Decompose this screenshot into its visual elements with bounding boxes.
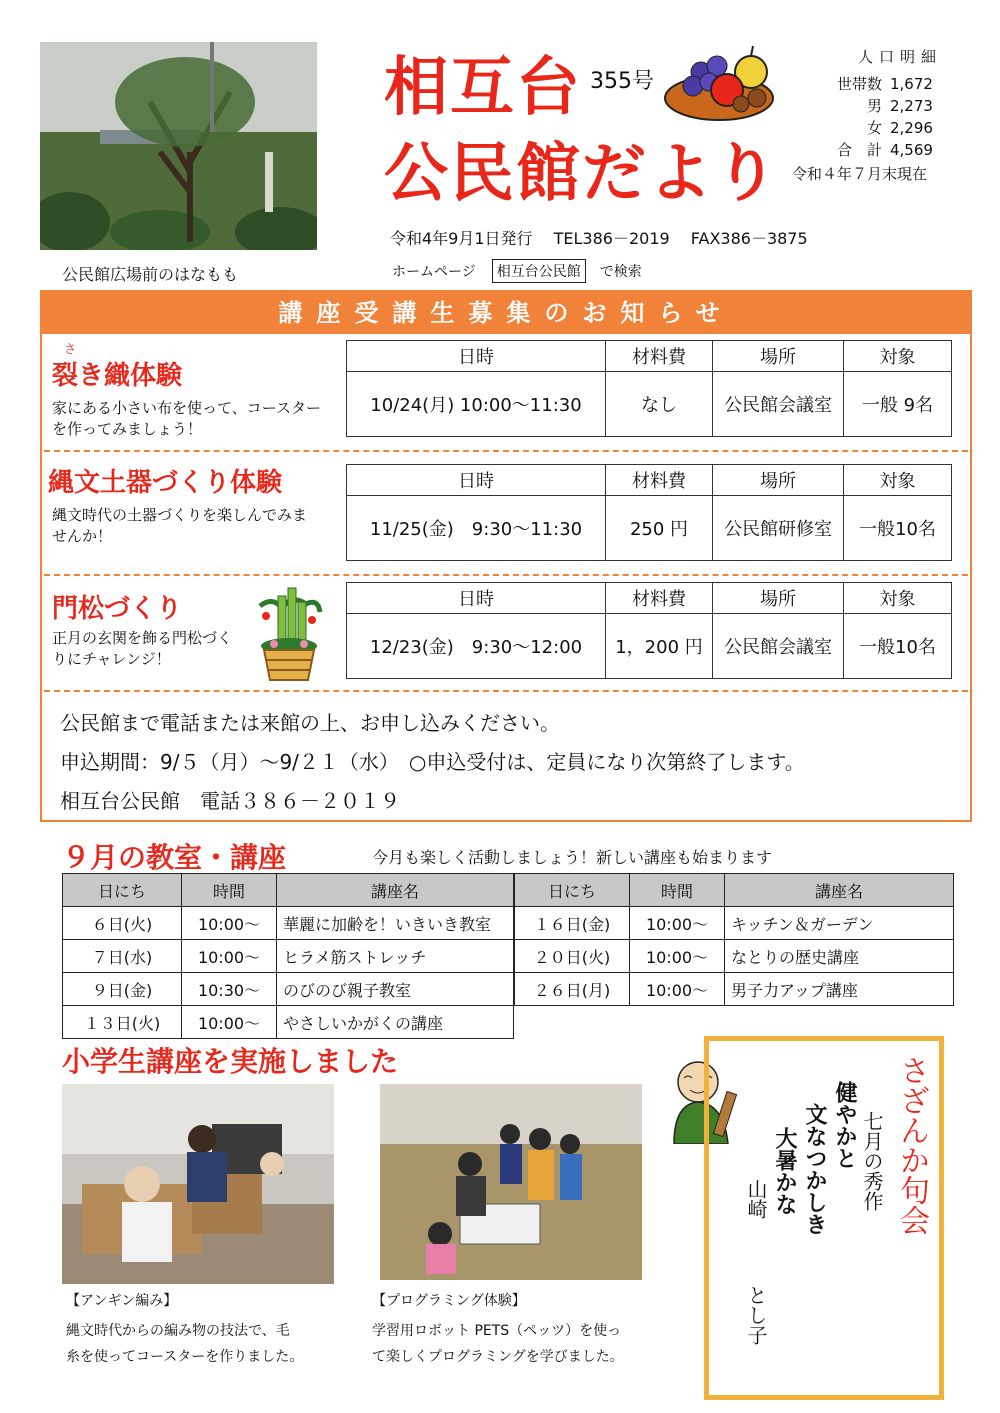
angin-photo	[62, 1084, 334, 1284]
col-fee: 材料費	[606, 583, 713, 614]
population-box	[792, 46, 960, 184]
col-fee: 材料費	[606, 341, 713, 372]
programming-caption: 学習用ロボット PETS（ペッツ）を使っ て楽しくプログラミングを学びました。	[372, 1323, 624, 1365]
search-suffix: で検索	[599, 264, 642, 280]
col-datetime: 日時	[347, 465, 606, 496]
apply-contact: 相互台公民館 電話３８６－２０１９	[60, 789, 400, 813]
photo-caption: 公民館広場前のはなもも	[62, 265, 239, 284]
apply-period: 申込期間：9/５（月）～9/２１（水） ○申込受付は、定員になり次第終了します。	[60, 750, 805, 774]
table-row: ２０日(火) 10:00～ なとりの歴史講座	[515, 940, 954, 973]
population-row: 合 計 4,569	[836, 141, 933, 159]
cell-target: 一般 9名	[844, 372, 952, 437]
schedule-table-left	[62, 873, 514, 1039]
elementary-title: 小学生講座を実施しました	[62, 1045, 399, 1078]
col-datetime: 日時	[347, 583, 606, 614]
col-datetime: 日時	[347, 341, 606, 372]
table-row: １３日(火) 10:00～ やさしいかがくの講座	[63, 1006, 514, 1039]
divider	[44, 574, 968, 576]
cover-photo	[40, 42, 317, 250]
course-table	[346, 464, 952, 561]
col-date: 日にち	[515, 874, 630, 907]
divider	[44, 690, 968, 692]
population-row: 女 2,296	[866, 119, 933, 137]
course-table	[346, 340, 952, 437]
cell-place: 公民館会議室	[713, 372, 844, 437]
table-row: ６日(火) 10:00～ 華麗に加齢を！いきいき教室	[63, 907, 514, 940]
course-name: 裂き織体験	[52, 361, 183, 391]
col-place: 場所	[713, 341, 844, 372]
issue-number: 355号	[590, 69, 654, 94]
angin-caption-title: 【アンギン編み】	[66, 1293, 178, 1309]
cell-fee: 250 円	[606, 496, 713, 561]
col-place: 場所	[713, 583, 844, 614]
table-row: ２６日(月) 10:00～ 男子力アップ講座	[515, 973, 954, 1006]
population-as-of: 令和４年７月末現在	[792, 165, 928, 183]
haiku-line3: 大暑かな	[772, 1127, 798, 1215]
population-row: 男 2,273	[866, 97, 933, 115]
col-target: 対象	[844, 465, 952, 496]
programming-photo	[380, 1084, 642, 1280]
divider	[44, 450, 968, 452]
haiku-author-family: 山崎	[744, 1179, 768, 1219]
col-time: 時間	[630, 874, 725, 907]
haiku-author-given: とし子	[744, 1285, 768, 1345]
col-course: 講座名	[277, 874, 514, 907]
course-name: 縄文土器づくり体験	[48, 468, 283, 498]
kadomatsu-icon	[252, 586, 326, 688]
publish-line: 令和4年9月1日発行 TEL386－2019 FAX386－3875	[390, 229, 808, 248]
course-desc: 正月の玄関を飾る門松づくりにチャレンジ！	[52, 629, 233, 668]
table-row: １６日(金) 10:00～ キッチン＆ガーデン	[515, 907, 954, 940]
col-fee: 材料費	[606, 465, 713, 496]
table-row: ９日(金) 10:30～ のびのび親子教室	[63, 973, 514, 1006]
course-ruby: さ	[64, 342, 77, 356]
search-box[interactable]: 相互台公民館	[492, 259, 586, 283]
population-row: 世帯数 1,672	[836, 75, 933, 93]
col-place: 場所	[713, 465, 844, 496]
programming-caption-title: 【プログラミング体験】	[372, 1293, 526, 1309]
haiku-month: 七月の秀作	[860, 1111, 884, 1211]
angin-caption: 縄文時代からの編み物の技法で、毛 糸を使ってコースターを作りました。	[66, 1323, 304, 1365]
recruit-banner: 講座受講生募集のお知らせ	[42, 292, 970, 334]
col-target: 対象	[844, 583, 952, 614]
schedule-title: ９月の教室・講座	[62, 841, 287, 874]
title-line1: 相互台	[384, 51, 582, 125]
col-course: 講座名	[725, 874, 954, 907]
homepage-row	[392, 259, 642, 283]
homepage-label: ホームページ	[392, 264, 476, 280]
cell-datetime: 10/24(月) 10:00～11:30	[347, 372, 606, 437]
cell-target: 一般10名	[844, 614, 952, 679]
table-row: ７日(水) 10:00～ ヒラメ筋ストレッチ	[63, 940, 514, 973]
schedule-subtitle: 今月も楽しく活動しましょう！新しい講座も始まります	[372, 848, 773, 867]
cell-fee: なし	[606, 372, 713, 437]
fruit-basket-icon	[663, 38, 779, 128]
course-desc: 家にある小さい布を使って、コースターを作ってみましょう！	[52, 399, 321, 438]
col-target: 対象	[844, 341, 952, 372]
population-heading: 人口明細	[857, 48, 942, 66]
haiku-card	[704, 1036, 944, 1400]
cell-place: 公民館研修室	[713, 496, 844, 561]
cell-target: 一般10名	[844, 496, 952, 561]
cell-place: 公民館会議室	[713, 614, 844, 679]
cell-datetime: 12/23(金) 9:30～12:00	[347, 614, 606, 679]
cell-fee: 1，200 円	[606, 614, 713, 679]
cell-datetime: 11/25(金) 9:30～11:30	[347, 496, 606, 561]
course-table	[346, 582, 952, 679]
haiku-line1: 健やかと	[832, 1081, 858, 1169]
course-name: 門松づくり	[52, 594, 183, 624]
course-desc: 縄文時代の土器づくりを楽しんでみませんか！	[52, 506, 308, 545]
haiku-club: さざんか句会	[894, 1055, 929, 1235]
col-time: 時間	[182, 874, 277, 907]
col-date: 日にち	[63, 874, 182, 907]
apply-note: 公民館まで電話または来館の上、お申し込みください。	[60, 711, 560, 735]
haiku-line2: 文なつかしき	[802, 1103, 828, 1235]
title-line2: 公民館だより	[384, 137, 780, 211]
schedule-table-right	[514, 873, 954, 1006]
